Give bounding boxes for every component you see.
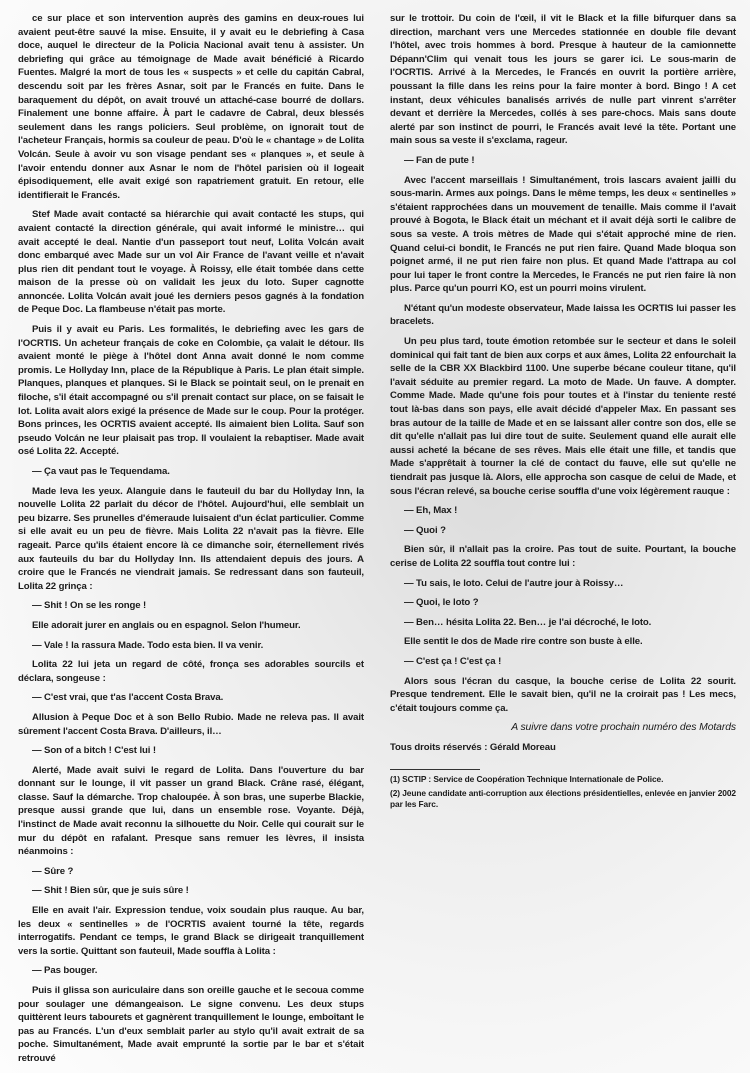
dialogue-line: — Fan de pute ! bbox=[404, 154, 475, 166]
dialogue-line: — Quoi, le loto ? bbox=[404, 597, 479, 609]
paragraph: Elle adorait jurer en anglais ou en espagnol. Selon l'humeur. bbox=[32, 619, 301, 631]
dialogue-line: — Quoi ? bbox=[404, 524, 446, 536]
dialogue-line: — Tu sais, le loto. Celui de l'autre jour à Roissy… bbox=[404, 577, 624, 589]
footnote: (2) Jeune candidate anti-corruption aux élections présidentielles, enlevée en janvier 2002 par les Farc. bbox=[390, 787, 736, 810]
paragraph: Elle sentit le dos de Made rire contre son buste à elle. bbox=[404, 636, 643, 648]
paragraph: Elle en avait l'air. Expression tendue, voix soudain plus rauque. Au bar, les deux « sentinelles » de l'OCRTIS avaient tourné la tête, regards interrogatifs. Pendant ce temps, le grand Black se dirigeait tranquillement vers la sortie. Quittant son fauteuil, Made souffla à Lolita : bbox=[18, 905, 364, 957]
left-column bbox=[18, 12, 364, 1072]
paragraph: Allusion à Peque Doc et à son Bello Rubio. Made ne releva pas. Il avait sûrement l'accent Costa Brava. D'ailleurs, il… bbox=[18, 711, 364, 737]
paragraph: N'étant qu'un modeste observateur, Made laissa les OCRTIS lui passer les bracelets. bbox=[390, 302, 736, 328]
paragraph: Alerté, Made avait suivi le regard de Lolita. Dans l'ouverture du bar donnant sur le lounge, il vit passer un grand Black. Crâne rasé, élégant, classe. Sauf la démarche. Trop chaloupée. À son bras, une superbe Blackie, presque aussi grande que lui, dans un ensemble rose. Voyante. Déjà, l'instinct de Made avait reconnu la silhouette du Noir. Celle qui courait sur le mur du dépôt en rafalant. Presque sans remuer les lèvres, il insista néanmoins : bbox=[18, 764, 364, 858]
dialogue-line: — Vale ! la rassura Made. Todo esta bien. Il va venir. bbox=[32, 639, 264, 651]
paragraph: Puis il glissa son auriculaire dans son oreille gauche et le secoua comme pour soulager une démangeaison. Le signe convenu. Les deux stups quittèrent leurs tabourets et gagnèrent tranquillement le lounge, emboîtant le pas au Francés. L'un d'eux semblait parler au stylo qu'il avait extrait de sa poche. Simultanément, Made avait emprunté la sortie par le bar et s'était retrouvé bbox=[18, 985, 364, 1064]
dialogue-line: — Sûre ? bbox=[32, 865, 74, 877]
dialogue-line: — C'est vrai, que t'as l'accent Costa Brava. bbox=[32, 692, 224, 704]
dialogue-line: — Ben… hésita Lolita 22. Ben… je l'ai décroché, le loto. bbox=[404, 616, 652, 628]
paragraph: sur le trottoir. Du coin de l'œil, il vit le Black et la fille bifurquer dans sa direction, marchant vers une Mercedes stationnée en double file devant l'hôtel, avec trois hommes à bord. Presque à hauteur de la camionnette Dépann'Clim qui venait tous les jours se garer ici. Le sous-marin de l'OCRTIS. Arrivé à la Mercedes, le Francés en ouvrit la portière arrière, poussant la fille dans les reins pour la faire monter à bord. Bingo ! A cet instant, deux véhicules banalisés arrivés de nulle part vinrent s'arrêter devant et derrière la Mercedes, collés à ses pare-chocs. Mais sans doute alerté par son instinct de pourri, le Francés avait levé la tête. Portant une main sous sa veste il s'exclama, rageur. bbox=[390, 13, 736, 147]
paragraph: Un peu plus tard, toute émotion retombée sur le secteur et dans le soleil dominical qui fait tant de bien aux corps et aux âmes, Lolita 22 enfourchait la selle de la CBR XX Blackbird 1100. Une superbe bécane couleur titane, qu'il l'avait séduite au premier regard. La moto de Made. Un fauve. A dompter. Comme Made. Made qu'une fois pour toutes et à l'instar du teniente resté tout là-bas dans son pays, elle avait décidé d'appeler Max. En passant ses bras autour de la taille de Made et en se laissant aller contre son dos, elle se dit qu'elle n'allait pas lui dire tout de suite. Seulement quand elle aurait elle aussi acheté la bécane de ses rêves. Mais elle était une fille, et tandis que Made s'apprêtait à tourner la clé de contact du fauve, elle sut qu'elle ne tiendrait pas jusque là. Alors, elle approcha son casque de celui de Made, et sous l'écran relevé, sa bouche cerise souffla d'une voix légèrement rauque : bbox=[390, 336, 736, 497]
footnote-divider bbox=[390, 769, 480, 770]
paragraph: Avec l'accent marseillais ! Simultanément, trois lascars avaient jailli du sous-marin. Armes aux poings. Dans le même temps, les deux « sentinelles » s'étaient rapprochées dans un mouvement de tenaille. Mais comme il l'avait prouvé à Bogota, le Black était un méchant et il avait déjà sorti le calibre de sous sa veste. A trois mètres de Made qui s'était approché mine de rien. Quand celui-ci bondit, le Francés ne put rien faire. Quand Made bloqua son poignet armé, il ne put rien faire non plus. Et quand Made l'attrapa au col pour lui taper le front contre la Mercedes, le Francés ne put rien faire là non plus. Parce qu'un pourri KO, est un pourri moins virulent. bbox=[390, 174, 736, 295]
paragraph: Bien sûr, il n'allait pas la croire. Pas tout de suite. Pourtant, la bouche cerise de Lolita 22 souffla tout contre lui : bbox=[390, 544, 736, 569]
paragraph: Lolita 22 lui jeta un regard de côté, fronça ses adorables sourcils et déclara, songeuse : bbox=[18, 659, 364, 684]
copyright-line: Tous droits réservés : Gérald Moreau bbox=[390, 741, 556, 753]
paragraph: Puis il y avait eu Paris. Les formalités, le debriefing avec les gars de l'OCRTIS. Un acheteur français de coke en Colombie, ça valait le détour. Ils avaient monté le piège à l'hôtel dont Anna avait donné le nom comme promis. Le Hollyday Inn, place de la République à Paris. Le plan était simple. Planques, planques et planques. Si le Black se pointait seul, on le prenait en filoche, s'il était accompagné ou s'il prenait contact sur place, on se faisait le lot. Lolita avait alors exigé la présence de Made sur le coup. Pour la protéger. Bons princes, les OCRTIS avaient accepté. Ils aimaient bien Lolita. Sauf son pseudo Volcán ne leur plaisait pas trop. Il voulaient la rebaptiser. Made avait osé Lolita 22. Accepté. bbox=[18, 324, 364, 458]
dialogue-line: — Pas bouger. bbox=[32, 965, 98, 977]
dialogue-line: — Son of a bitch ! C'est lui ! bbox=[32, 745, 157, 757]
dialogue-line: — C'est ça ! C'est ça ! bbox=[404, 655, 502, 667]
paragraph: Alors sous l'écran du casque, la bouche cerise de Lolita 22 sourit. Presque tendrement. Elle le savait bien, qu'il ne la croirait pas ! Les mecs, c'était toujours comme ça. bbox=[390, 675, 736, 714]
paragraph: Made leva les yeux. Alanguie dans le fauteuil du bar du Hollyday Inn, la nouvelle Lolita 22 parlait du décor de l'hôtel. Aujourd'hui, elle semblait un peu bizarre. Ses prunelles d'émeraude luisaient d'un éclat particulier. Comme si elle avait eu un peu de fièvre. Mais Lolita 22 n'avait pas la fièvre. Elle rageait. Parce qu'ils étaient encore là ce dimanche soir, éternellement rivés aux fauteuils du bar du Hollyday Inn. Ils attendaient depuis des jours. A croire que le Francés ne viendrait jamais. Se redressant dans son fauteuil, Lolita 22 grinça : bbox=[18, 485, 364, 592]
dialogue-line: — Shit ! Bien sûr, que je suis sûre ! bbox=[32, 885, 189, 897]
dialogue-line: — Ça vaut pas le Tequendama. bbox=[32, 466, 170, 477]
right-column bbox=[390, 12, 736, 814]
paragraph: ce sur place et son intervention auprès des gamins en deux-roues lui avaient peut-être sauvé la mise. Ensuite, il y avait eu le debriefing à Casa doce, auquel le directeur de la Policia Nacional avait tenu à assister. Un debriefing qui grâce au témoignage de Made avait bénéficié à Ricardo Fuentes. Malgré la mort de tous les « suspects » et celle du capitán Cabral, descendu soit par les frères Asnar, soit par le Francés en fuite. Dans le baraquement du dépôt, on avait trouvé un attaché-case bourré de dollars. Finalement une bonne affaire. À part le cadavre de Cabral, deux blessés seulement dans les rangs policiers. Seul problème, on ignorait tout de l'acheteur Français, hormis sa couleur de peau. D'où le « chantage » de Lolita Volcán. Seule à avoir vu son visage pendant ses « planques », et seule à l'avoir entendu donner aux Asnar le nom de l'hôtel parisien où il logeait épisodiquement, elle avait exigé son rapatriement gratuit. En retour, elle identifierait le Francés. bbox=[18, 13, 364, 201]
paragraph: Stef Made avait contacté sa hiérarchie qui avait contacté les stups, qui avaient contacté la direction générale, qui avait informé le ministre… qui avait accepté le deal. Nantie d'un passeport tout neuf, Lolita Volcán avait donc embarqué avec Made sur un vol Air France de l'avant veille et n'avait plus rien dit pendant tout le voyage. À Roissy, elle était tombée dans cette maison de la presse où on validait les jeux du loto. Super cagnotte annoncée. Lolita Volcán avait joué les derniers pesos gagnés à la fondation de Peque Doc. La flambeuse n'était pas morte. bbox=[18, 209, 364, 316]
to-be-continued-note: A suivre dans votre prochain numéro des Motards bbox=[511, 722, 736, 734]
footnote: (1) SCTIP : Service de Coopération Technique Internationale de Police. bbox=[390, 773, 664, 784]
dialogue-line: — Shit ! On se les ronge ! bbox=[32, 600, 147, 612]
dialogue-line: — Eh, Max ! bbox=[404, 505, 458, 517]
